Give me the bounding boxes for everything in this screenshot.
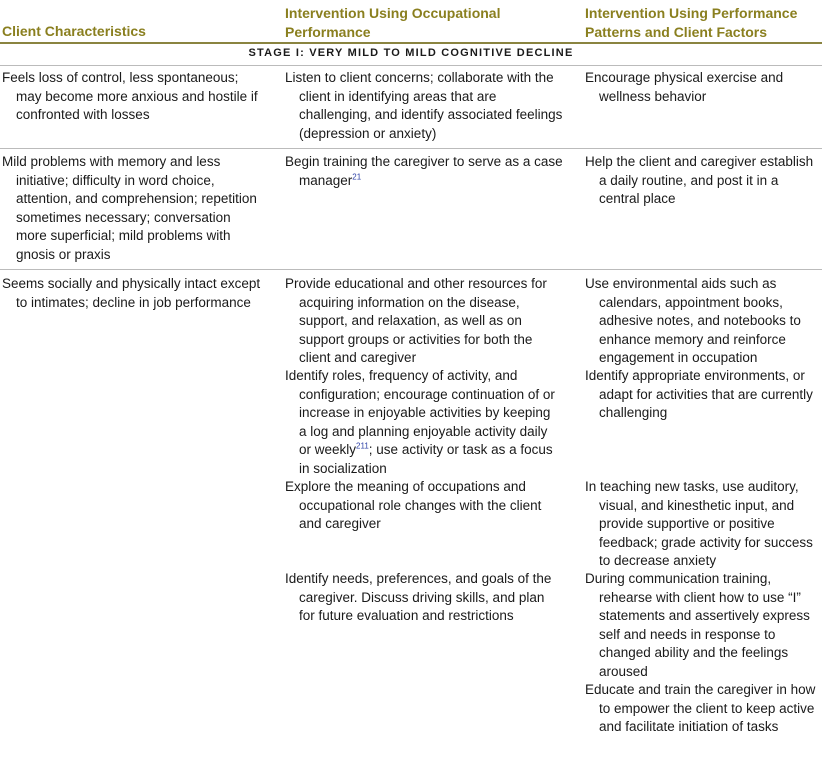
row3-occupational-a (285, 275, 555, 368)
row3-patterns-a (585, 275, 820, 368)
row1-occupational-text: Listen to client concerns; collaborate with the client in identifying areas that are challenging, and identify associated feelings (depression or anxiety) (285, 70, 563, 141)
row2-occupational (285, 153, 567, 190)
header-occupational-performance: Intervention Using Occupational Performance (285, 5, 501, 40)
header-client-characteristics: Client Characteristics (2, 23, 146, 39)
row2-client-text: Mild problems with memory and less initiative; difficulty in word choice, attention, and comprehension; repetition sometimes necessary; conversation more superficial; mild problems with gnosis or praxis (2, 154, 257, 262)
row1-client (2, 69, 264, 125)
row2-client (2, 153, 264, 264)
row-divider (0, 269, 822, 270)
row3-occupational-c-text: Explore the meaning of occupations and occupational role changes with the client and caregiver (285, 479, 542, 531)
row2-patterns-text: Help the client and caregiver establish a daily routine, and post it in a central place (585, 154, 814, 206)
row3-occupational-b-tail: ; use activity or task as a focus in socialization (299, 442, 553, 476)
header-performance-patterns: Intervention Using Performance Patterns and Client Factors (585, 5, 798, 40)
row3-patterns-d-text: During communication training, rehearse with client how to use “I” statements and assertively express self and needs in response to changed ability and the feelings aroused (585, 571, 810, 679)
row1-client-text: Feels loss of control, less spontaneous; may become more anxious and hostile if confronted with losses (2, 70, 258, 122)
row3-patterns-e (585, 681, 820, 737)
row3-client (2, 275, 264, 312)
row3-occupational-a-text: Provide educational and other resources for acquiring information on the disease, support, and relaxation, as well as on support groups or activities for both the client and caregiver (285, 276, 547, 365)
row1-patterns-text: Encourage physical exercise and wellness behavior (585, 70, 784, 104)
row-divider (0, 148, 822, 149)
row3-client-text: Seems socially and physically intact except to intimates; decline in job performance (2, 276, 261, 310)
row3-patterns-e-text: Educate and train the caregiver in how to empower the client to keep active and facilitate initiation of tasks (585, 682, 816, 734)
row3-patterns-c-text: In teaching new tasks, use auditory, visual, and kinesthetic input, and provide supportive or positive feedback; grade activity for success to decrease anxiety (585, 479, 813, 568)
row2-occupational-text (285, 153, 567, 190)
row3-patterns-b-text: Identify appropriate environments, or adapt for activities that are currently challenging (585, 368, 813, 420)
row2-occupational-body: Begin training the caregiver to serve as a case manager (285, 154, 563, 188)
row3-patterns-d (585, 570, 820, 681)
reference-211[interactable]: 211 (356, 441, 369, 451)
row1-occupational (285, 69, 567, 143)
reference-21[interactable]: 21 (352, 172, 362, 181)
row3-occupational-c (285, 478, 555, 534)
row3-occupational-b (285, 367, 557, 478)
row3-patterns-b (585, 367, 820, 423)
row1-patterns (585, 69, 820, 106)
stage-banner: STAGE I: VERY MILD TO MILD COGNITIVE DECLINE (0, 44, 822, 66)
row3-patterns-a-text: Use environmental aids such as calendars, appointment books, adhesive notes, and notebooks to enhance memory and reinforce engagement in occupation (585, 276, 801, 365)
row2-patterns (585, 153, 820, 209)
row3-occupational-b-body: Identify roles, frequency of activity, and configuration; encourage continuation of or increase in enjoyable activities by keeping a log and planning enjoyable activity daily or weekly (285, 368, 555, 457)
row3-occupational-b-text (285, 367, 557, 478)
row3-occupational-d (285, 570, 555, 626)
row3-occupational-d-text: Identify needs, preferences, and goals of the caregiver. Discuss driving skills, and plan for future evaluation and restrictions (285, 571, 552, 623)
row3-patterns-c (585, 478, 820, 571)
